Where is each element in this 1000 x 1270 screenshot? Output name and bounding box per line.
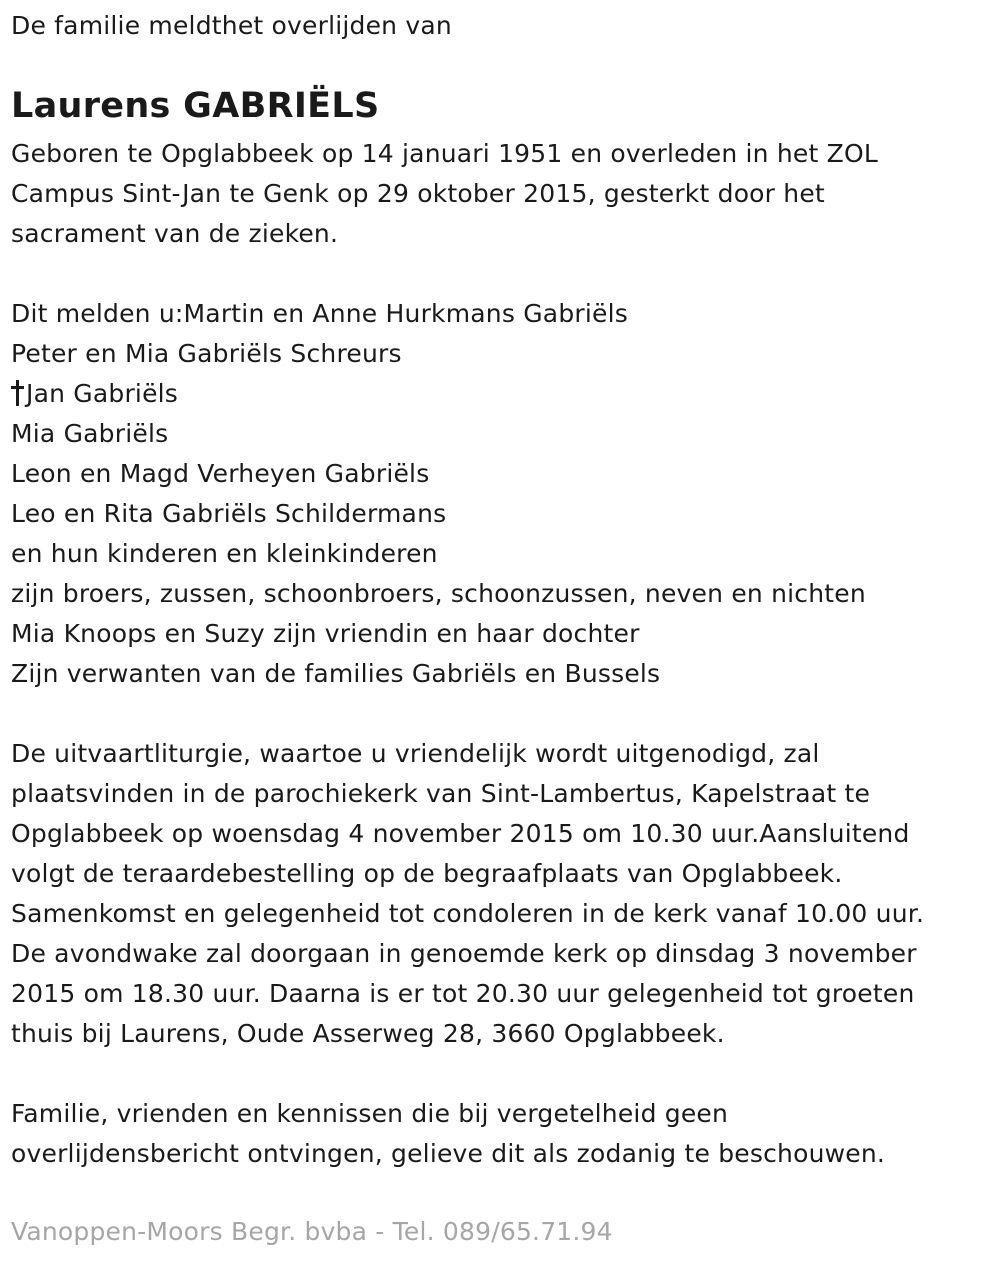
paragraph-line: thuis bij Laurens, Oude Asserweg 28, 3660 Opglabbeek. — [11, 1019, 725, 1048]
mourner-line-deceased — [11, 374, 866, 414]
paragraph-line: sacrament van de zieken. — [11, 219, 339, 248]
paragraph-line: overlijdensbericht ontvingen, gelieve dit als zodanig te beschouwen. — [11, 1139, 886, 1168]
paragraph-line: Opglabbeek op woensdag 4 november 2015 om 10.30 uur.Aansluitend — [11, 819, 910, 848]
paragraph-line: Samenkomst en gelegenheid tot condoleren in de kerk vanaf 10.00 uur. — [11, 899, 925, 928]
mourner-line: Zijn verwanten van de families Gabriëls en Bussels — [11, 659, 661, 688]
deceased-name: Laurens GABRIËLS — [11, 86, 380, 126]
paragraph-line: Geboren te Opglabbeek op 14 januari 1951 en overleden in het ZOL — [11, 139, 878, 168]
mourner-line: Leo en Rita Gabriëls Schildermans — [11, 499, 447, 528]
mourner-line: en hun kinderen en kleinkinderen — [11, 539, 438, 568]
cross-icon — [11, 380, 25, 406]
mourner-line: Dit melden u:Martin en Anne Hurkmans Gabriëls — [11, 299, 628, 328]
paragraph-line: Campus Sint-Jan te Genk op 29 oktober 2015, gesterkt door het — [11, 179, 825, 208]
funeral-home-contact: Vanoppen-Moors Begr. bvba - Tel. 089/65.71.94 — [11, 1217, 613, 1246]
paragraph-line: Familie, vrienden en kennissen die bij vergetelheid geen — [11, 1099, 729, 1128]
mourner-line: zijn broers, zussen, schoonbroers, schoonzussen, neven en nichten — [11, 579, 866, 608]
intro-line: De familie meldthet overlijden van — [11, 11, 452, 40]
paragraph-line: plaatsvinden in de parochiekerk van Sint-Lambertus, Kapelstraat te — [11, 779, 871, 808]
mourners-list — [11, 294, 866, 694]
funeral-service-paragraph — [11, 734, 924, 1054]
mourner-line: Peter en Mia Gabriëls Schreurs — [11, 339, 402, 368]
mourner-line: Mia Knoops en Suzy zijn vriendin en haar dochter — [11, 619, 640, 648]
paragraph-line: De avondwake zal doorgaan in genoemde kerk op dinsdag 3 november — [11, 939, 917, 968]
notification-note-paragraph — [11, 1094, 885, 1174]
deceased-sibling-name: Jan Gabriëls — [26, 379, 179, 408]
birth-death-paragraph — [11, 134, 878, 254]
paragraph-line: volgt de teraardebestelling op de begraafplaats van Opglabbeek. — [11, 859, 843, 888]
mourner-line: Mia Gabriëls — [11, 419, 169, 448]
paragraph-line: 2015 om 18.30 uur. Daarna is er tot 20.30 uur gelegenheid tot groeten — [11, 979, 915, 1008]
paragraph-line: De uitvaartliturgie, waartoe u vriendelijk wordt uitgenodigd, zal — [11, 739, 820, 768]
mourner-line: Leon en Magd Verheyen Gabriëls — [11, 459, 430, 488]
